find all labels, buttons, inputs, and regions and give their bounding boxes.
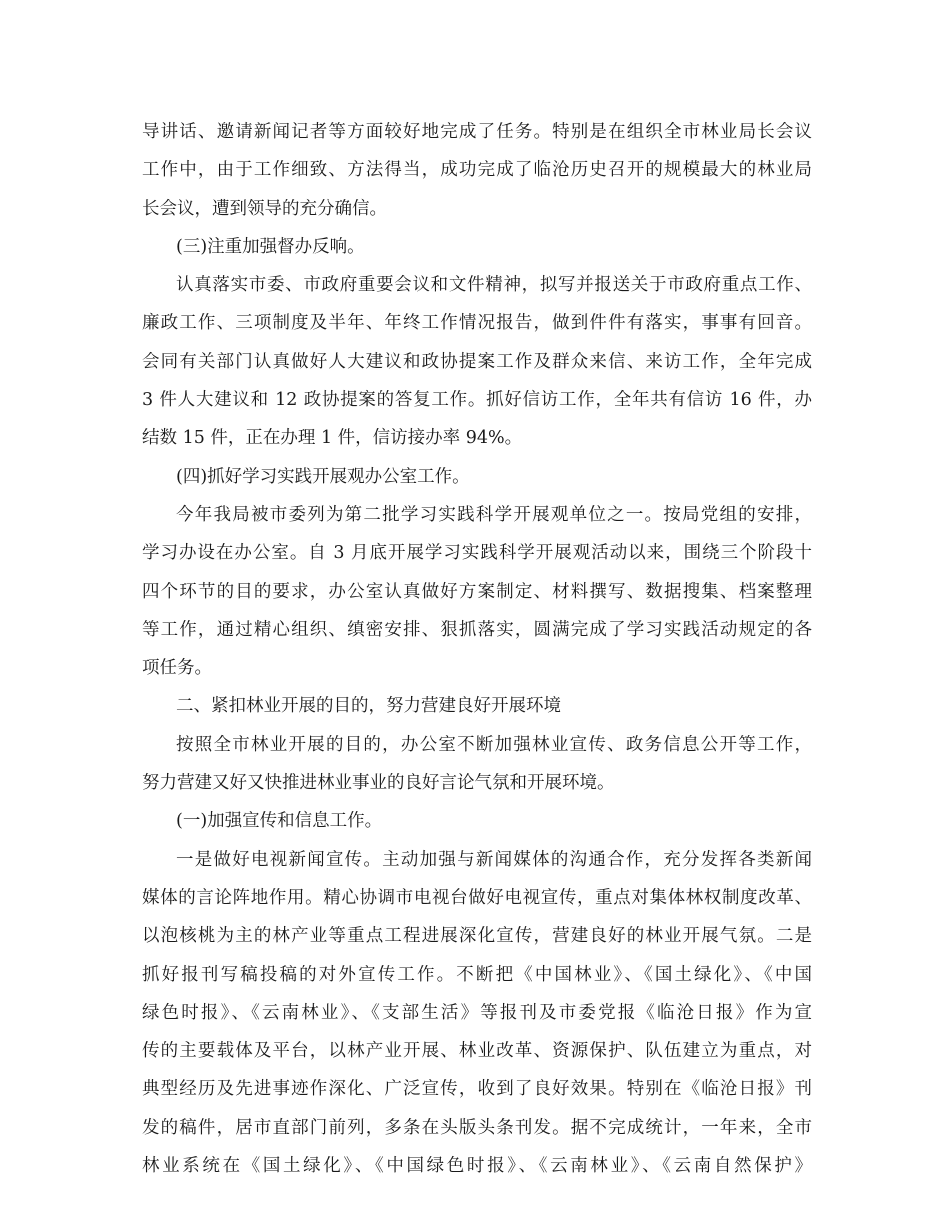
text-line: 绿色时报》、《云南林业》、《支部生活》等报刊及市委党报《临沧日报》作为宣 — [142, 1002, 812, 1023]
text-line: 抓好报刊写稿投稿的对外宣传工作。不断把《中国林业》、《国土绿化》、《中国 — [142, 964, 812, 985]
text-line: 工作中，由于工作细致、方法得当，成功完成了临沧历史召开的规模最大的林业局 — [142, 160, 812, 181]
text-line: 二、紧扣林业开展的目的，努力营建良好开展环境 — [176, 696, 561, 717]
text-line: 会同有关部门认真做好人大建议和政协提案工作及群众来信、来访工作，全年完成 — [142, 351, 812, 372]
text-line: 导讲话、邀请新闻记者等方面较好地完成了任务。特别是在组织全市林业局长会议 — [142, 122, 812, 142]
text-line: 按照全市林业开展的目的，办公室不断加强林业宣传、政务信息公开等工作， — [176, 734, 812, 755]
text-line: (四)抓好学习实践开展观办公室工作。 — [176, 466, 470, 487]
text-line: 媒体的言论阵地作用。精心协调市电视台做好电视宣传，重点对集体林权制度改革、 — [142, 887, 812, 908]
text-line: 结数 15 件，正在办理 1 件，信访接办率 94%。 — [142, 428, 523, 449]
text-line: 今年我局被市委列为第二批学习实践科学开展观单位之一。按局党组的安排， — [176, 504, 812, 525]
text-line: (三)注重加强督办反响。 — [176, 236, 365, 257]
text-line: 项任务。 — [142, 658, 212, 679]
text-line: 发的稿件，居市直部门前列，多条在头版头条刊发。据不完成统计，一年来，全市 — [142, 1117, 812, 1138]
text-line: 一是做好电视新闻宣传。主动加强与新闻媒体的沟通合作，充分发挥各类新闻 — [176, 849, 812, 870]
text-line: 学习办设在办公室。自 3 月底开展学习实践科学开展观活动以来，围绕三个阶段十 — [142, 543, 812, 564]
text-line: 传的主要载体及平台，以林产业开展、林业改革、资源保护、队伍建立为重点，对 — [142, 1041, 812, 1062]
text-line: 廉政工作、三项制度及半年、年终工作情况报告，做到件件有落实，事事有回音。 — [142, 313, 812, 334]
text-line: 3 件人大建议和 12 政协提案的答复工作。抓好信访工作，全年共有信访 16 件，办 — [142, 390, 812, 411]
text-line: 认真落实市委、市政府重要会议和文件精神，拟写并报送关于市政府重点工作、 — [176, 275, 812, 296]
text-line: 长会议，遭到领导的充分确信。 — [142, 198, 387, 219]
text-line: (一)加强宣传和信息工作。 — [176, 811, 383, 832]
text-line: 典型经历及先进事迹作深化、广泛宣传，收到了良好效果。特别在《临沧日报》刊 — [142, 1079, 812, 1100]
text-line: 努力营建又好又快推进林业事业的良好言论气氛和开展环境。 — [142, 773, 615, 794]
text-line: 以泡核桃为主的林产业等重点工程进展深化宣传，营建良好的林业开展气氛。二是 — [142, 926, 812, 947]
text-line: 林业系统在《国土绿化》、《中国绿色时报》、《云南林业》、《云南自然保护》 — [142, 1156, 812, 1177]
text-line: 四个环节的目的要求，办公室认真做好方案制定、材料撰写、数据搜集、档案整理 — [142, 581, 812, 602]
text-line: 等工作，通过精心组织、缜密安排、狠抓落实，圆满完成了学习实践活动规定的各 — [142, 619, 812, 640]
document-body — [142, 113, 812, 1185]
